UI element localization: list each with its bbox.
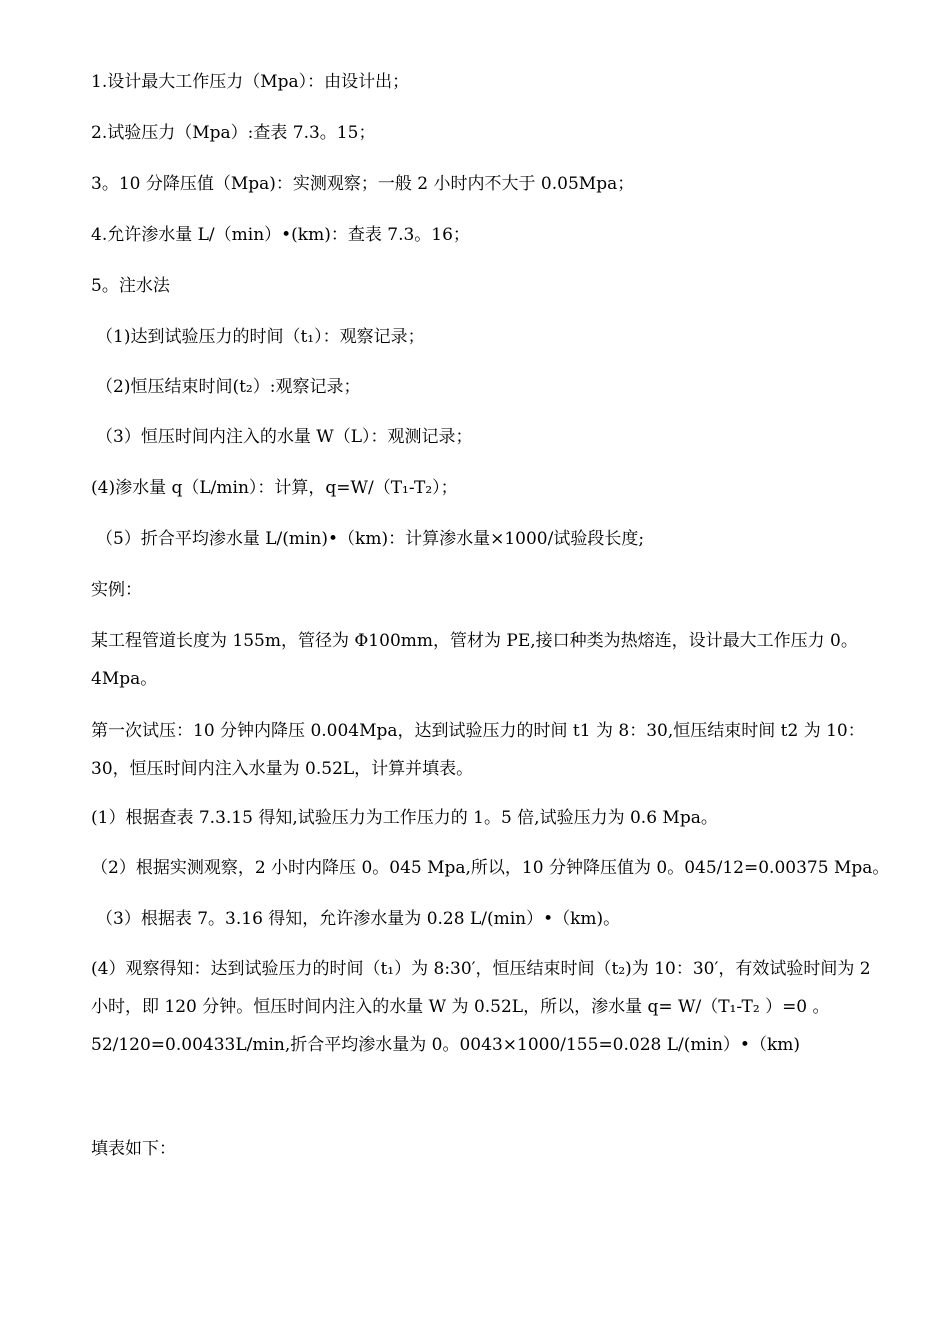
- result-3: （3）根据表 7。3.16 得知，允许渗水量为 0.28 L/(min）•（km)。: [96, 909, 621, 929]
- sub-item-4: (4)渗水量 q（L/min）：计算，q=W/（T₁-T₂）；: [91, 478, 458, 498]
- sub-item-2: （2)恒压结束时间(t₂）:观察记录；: [96, 377, 361, 397]
- sub-item-5: （5）折合平均渗水量 L/(min)•（km)：计算渗水量×1000/试验段长度;: [96, 529, 645, 549]
- item-5-water-injection: 5。注水法: [91, 276, 170, 296]
- result-4: (4）观察得知：达到试验压力的时间（t₁）为 8:30′，恒压结束时间（t₂)为 10：30′，有效试验时间为 2 小时，即 120 分钟。恒压时间内注入的水量 W 为 0.52L，所以，渗水量 q= W/（T₁-T₂ ）=0 。52/120=0.00433L/min,折合平均渗水量为 0。0043×1000/155=0.028 L/(min）•（km): [91, 959, 871, 1055]
- example-paragraph-1: 某工程管道长度为 155m，管径为 Φ100mm，管材为 PE,接口种类为热熔连，设计最大工作压力 0。4Mpa。: [91, 631, 858, 689]
- fill-table-label: 填表如下：: [91, 1139, 176, 1159]
- item-3-pressure-drop: 3。10 分降压值（Mpa)：实测观察；一般 2 小时内不大于 0.05Mpa；: [91, 174, 635, 194]
- example-paragraph-2: 第一次试压：10 分钟内降压 0.004Mpa，达到试验压力的时间 t1 为 8：30,恒压结束时间 t2 为 10：30，恒压时间内注入水量为 0.52L，计算并填表。: [91, 721, 865, 779]
- example-heading: 实例：: [91, 580, 142, 600]
- result-1: (1）根据查表 7.3.15 得知,试验压力为工作压力的 1。5 倍,试验压力为 0.6 Mpa。: [91, 808, 718, 828]
- sub-item-1: （1)达到试验压力的时间（t₁）：观察记录；: [96, 327, 425, 347]
- result-2: （2）根据实测观察，2 小时内降压 0。045 Mpa,所以，10 分钟降压值为 0。045/12=0.00375 Mpa。: [91, 858, 890, 878]
- item-1-design-pressure: 1.设计最大工作压力（Mpa）：由设计出；: [91, 72, 410, 92]
- item-2-test-pressure: 2.试验压力（Mpa）:查表 7.3。15；: [91, 123, 376, 143]
- item-4-allowed-seepage: 4.允许渗水量 L/（min）•(km)：查表 7.3。16；: [91, 225, 470, 245]
- sub-item-3: （3）恒压时间内注入的水量 W（L）：观测记录；: [96, 427, 473, 447]
